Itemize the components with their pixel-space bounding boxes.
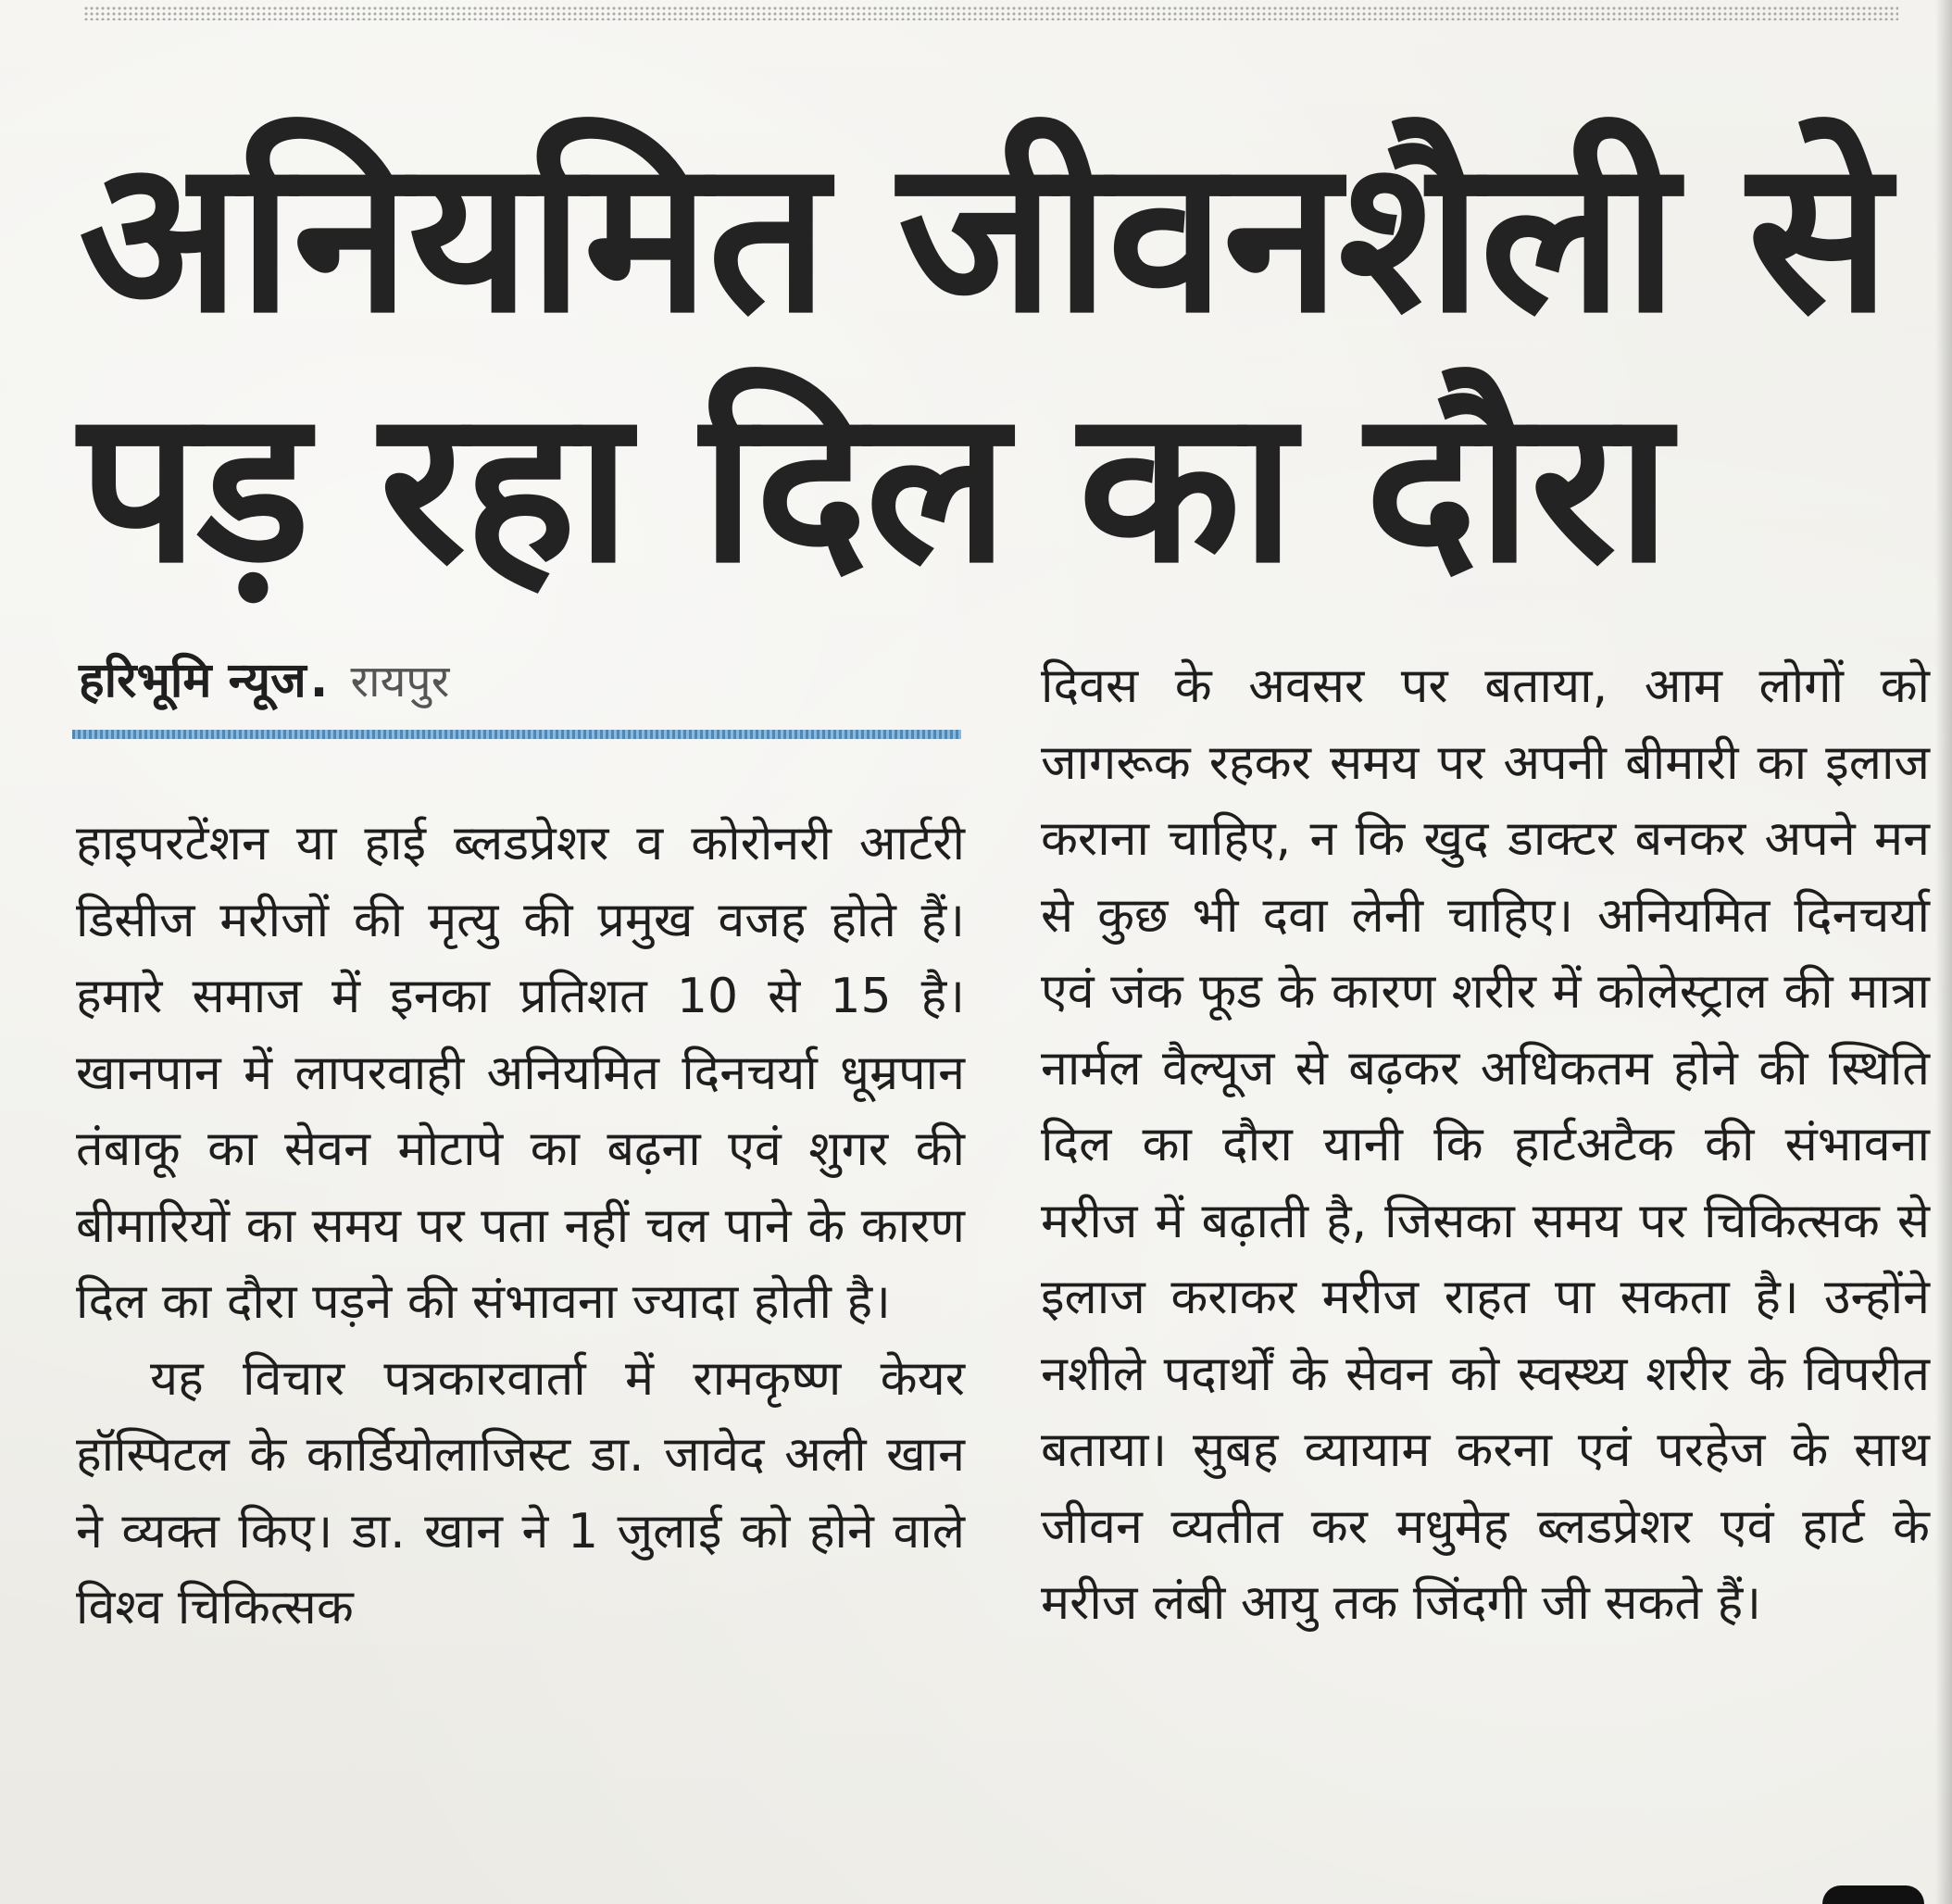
byline-source: हरिभूमि न्यूज <box>79 653 307 708</box>
article-paragraph-2: यह विचार पत्रकारवार्ता में रामकृष्ण केयर हॉस्पिटल के कार्डियोलाजिस्ट डा. जावेद अली खान ने व्यक्त किए। डा. खान ने 1 जुलाई को होने वाले विश्व चिकित्सक <box>76 1350 965 1635</box>
headline-line-1: अनियमित जीवनशैली से <box>79 113 1889 359</box>
article-column-right <box>1041 648 1930 1642</box>
byline-city: रायपुर <box>350 656 450 708</box>
article-paragraph-1: हाइपरटेंशन या हाई ब्लडप्रेशर व कोरोनरी आर्टरी डिसीज मरीजों की मृत्यु की प्रमुख वजह होते हैं। हमारे समाज में इनका प्रतिशत 10 से 15 है। खानपान में लापरवाही अनियमित दिनचर्या धूम्रपान तंबाकू का सेवन मोटापे का बढ़ना एवं शुगर की बीमारियों का समय पर पता नहीं चल पाने के कारण दिल का दौरा पड़ने की संभावना ज्यादा होती है। <box>76 816 965 1330</box>
headline-line-2: पड़ रहा दिल का दौरा <box>79 363 1670 609</box>
byline-separator: . <box>309 653 329 708</box>
headline <box>79 111 1889 611</box>
article-paragraph-3: दिवस के अवसर पर बताया, आम लोगों को जागरूक रहकर समय पर अपनी बीमारी का इलाज कराना चाहिए, न कि खुद डाक्टर बनकर अपने मन से कुछ भी दवा लेनी चाहिए। अनियमित दिनचर्या एवं जंक फूड के कारण शरीर में कोलेस्ट्राल की मात्रा नार्मल वैल्यूज से बढ़कर अधिकतम होने की स्थिति दिल का दौरा यानी कि हार्टअटैक की संभावना मरीज में बढ़ाती है, जिसका समय पर चिकित्सक से इलाज कराकर मरीज राहत पा सकता है। उन्होंने नशीले पदार्थों के सेवन को स्वस्थ्य शरीर के विपरीत बताया। सुबह व्यायाम करना एवं परहेज के साथ जीवन व्यतीत कर मधुमेह ब्लडप्रेशर एवं हार्ट के मरीज लंबी आयु तक जिंदगी जी सकते हैं। <box>1041 658 1930 1631</box>
byline-divider <box>72 730 961 739</box>
top-dotted-border <box>83 6 1898 20</box>
page-corner-curl <box>1822 1885 1924 1904</box>
page-edge-shadow <box>1935 0 1952 1904</box>
article-column-left <box>76 806 965 1647</box>
byline <box>79 648 449 714</box>
